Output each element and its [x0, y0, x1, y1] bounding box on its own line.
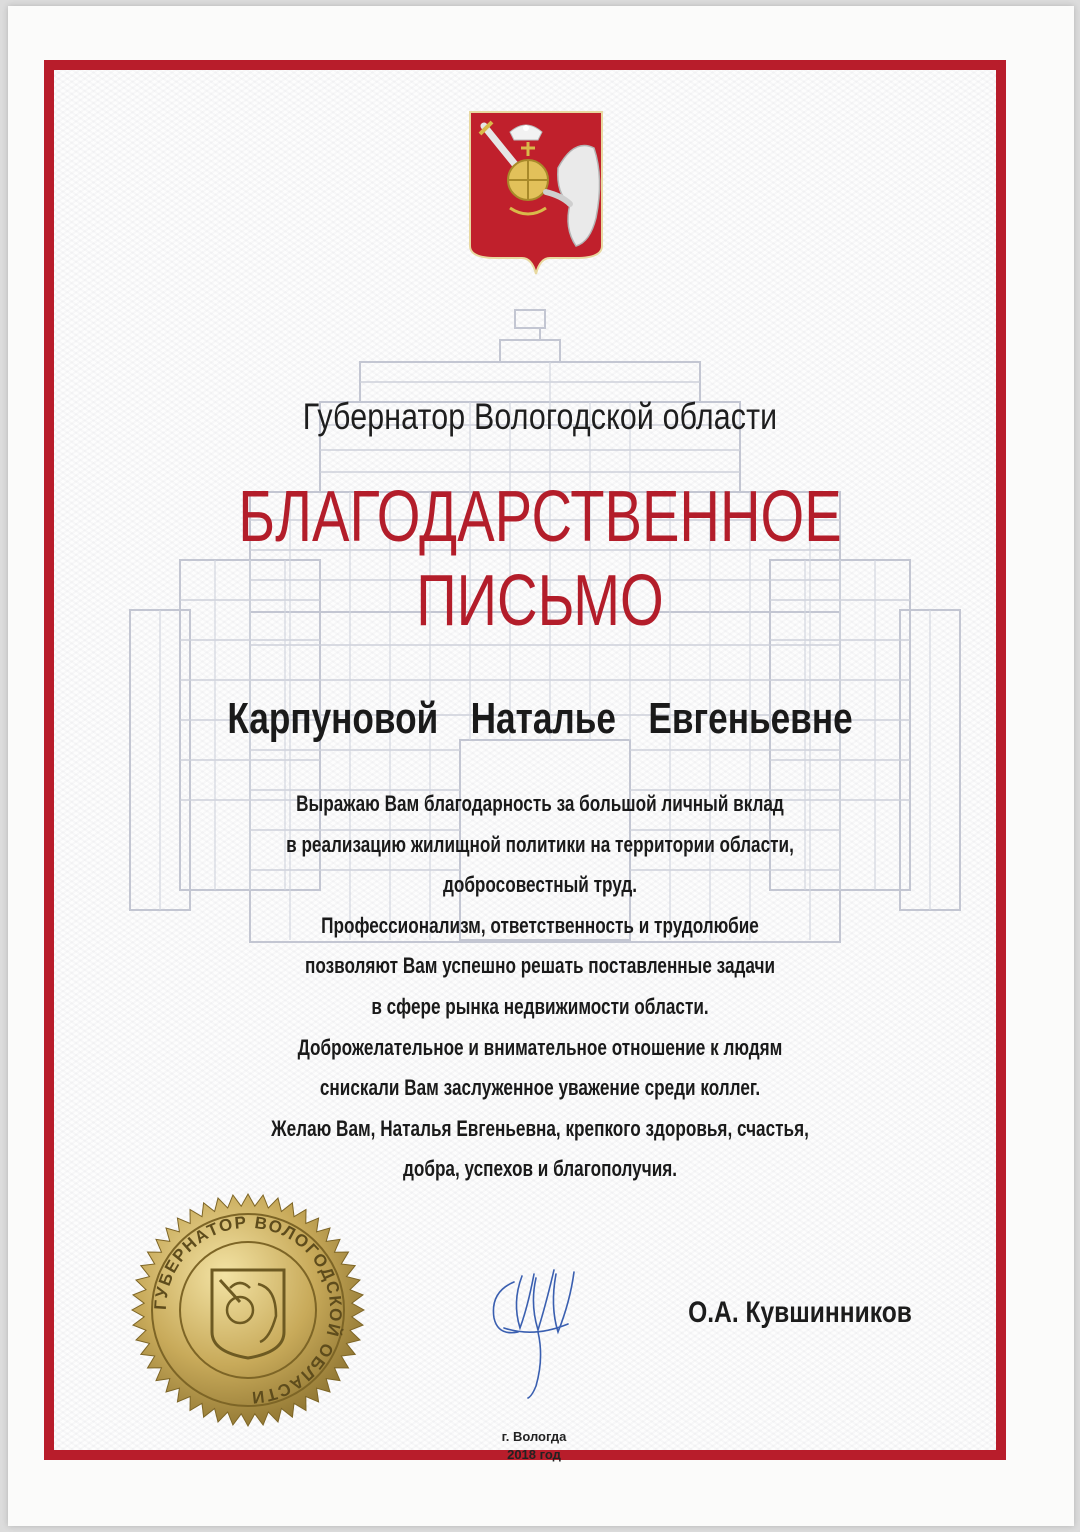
- body-line: в сфере рынка недвижимости области.: [371, 993, 709, 1019]
- signature-icon: [484, 1262, 584, 1402]
- year-label: 2018 год: [507, 1447, 561, 1462]
- body-line: в реализацию жилищной политики на территории области,: [286, 831, 794, 857]
- gold-seal-icon: [130, 1192, 366, 1428]
- letter-body: [119, 784, 961, 1190]
- body-line: Доброжелательное и внимательное отношение к людям: [297, 1034, 783, 1060]
- title-line: БЛАГОДАРСТВЕННОЕ: [238, 477, 842, 557]
- body-line: Профессионализм, ответственность и трудолюбие: [321, 912, 759, 938]
- city-label: г. Вологда: [501, 1429, 567, 1444]
- body-line: Желаю Вам, Наталья Евгеньевна, крепкого здоровья, счастья,: [271, 1115, 809, 1141]
- signer-name: О.А. Кувшинников: [688, 1296, 912, 1329]
- issuer-heading: Губернатор Вологодской области: [302, 396, 778, 437]
- document-title: [119, 475, 961, 643]
- body-line: позволяют Вам успешно решать поставленные задачи: [304, 953, 776, 979]
- body-line: добра, успехов и благополучия.: [402, 1156, 678, 1182]
- vologda-coat-of-arms-icon: [466, 108, 606, 278]
- body-line: Выражаю Вам благодарность за большой личный вклад: [296, 791, 784, 816]
- recipient-name: Карпуновой Наталье Евгеньевне: [227, 694, 853, 743]
- place-and-date: [434, 1428, 634, 1464]
- title-line: ПИСЬМО: [416, 561, 664, 641]
- seal-text: ГУБЕРНАТОР ВОЛОГОДСКОЙ ОБЛАСТИ: [150, 1212, 346, 1408]
- body-line: снискали Вам заслуженное уважение среди коллег.: [319, 1075, 761, 1101]
- body-line: добросовестный труд.: [442, 872, 638, 898]
